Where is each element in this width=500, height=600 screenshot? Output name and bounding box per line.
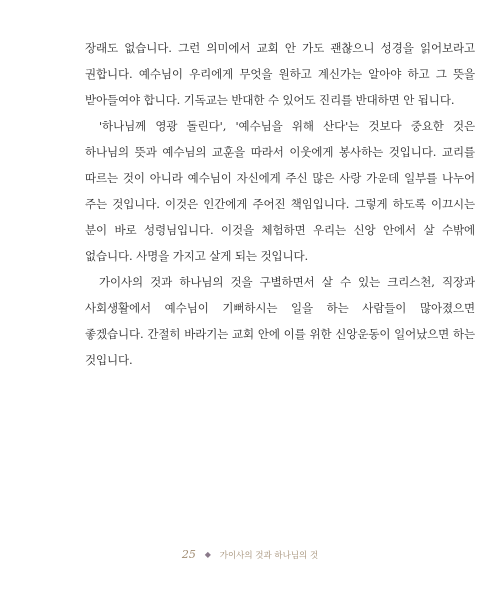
paragraph-2: '하나님께 영광 돌린다', '예수님을 위해 산다'는 것보다 중요한 것은 하나님의 뜻과 예수님의 교훈을 따라서 이웃에게 봉사하는 것입니다. 교리를 따르는 것이 아니라 예수님이 자신에게 주신 많은 사랑 가운데 일부를 나누어 주는 것입니다. 이것은 인간에게 주어진 책임입니다. 그렇게 하도록 이끄시는 분이 바로 성령님입니다. 이것을 체험하면 우리는 신앙 안에서 살 수밖에 없습니다. 사명을 가지고 살게 되는 것입니다.: [85, 119, 475, 263]
page-number: 25: [181, 548, 196, 561]
diamond-icon: ◆: [204, 550, 211, 559]
paragraph-1: 장래도 없습니다. 그런 의미에서 교회 안 가도 괜찮으니 성경을 읽어보라고 권합니다. 예수님이 우리에게 무엇을 원하고 계신가는 알아야 하고 그 뜻을 받아들여야 합니다. 기독교는 반대한 수 있어도 진리를 반대하면 안 됩니다.: [85, 41, 475, 107]
page-footer: [0, 548, 500, 561]
page-body: [85, 35, 475, 373]
running-title: 가이사의 것과 하나님의 것: [219, 551, 319, 561]
paragraph-3: 가이사의 것과 하나님의 것을 구별하면서 살 수 있는 크리스천, 직장과 사회생활에서 예수님이 기뻐하시는 일을 하는 사람들이 많아졌으면 좋겠습니다. 간절히 바라기는 교회 안에 이를 위한 신앙운동이 일어났으면 하는 것입니다.: [85, 275, 475, 367]
